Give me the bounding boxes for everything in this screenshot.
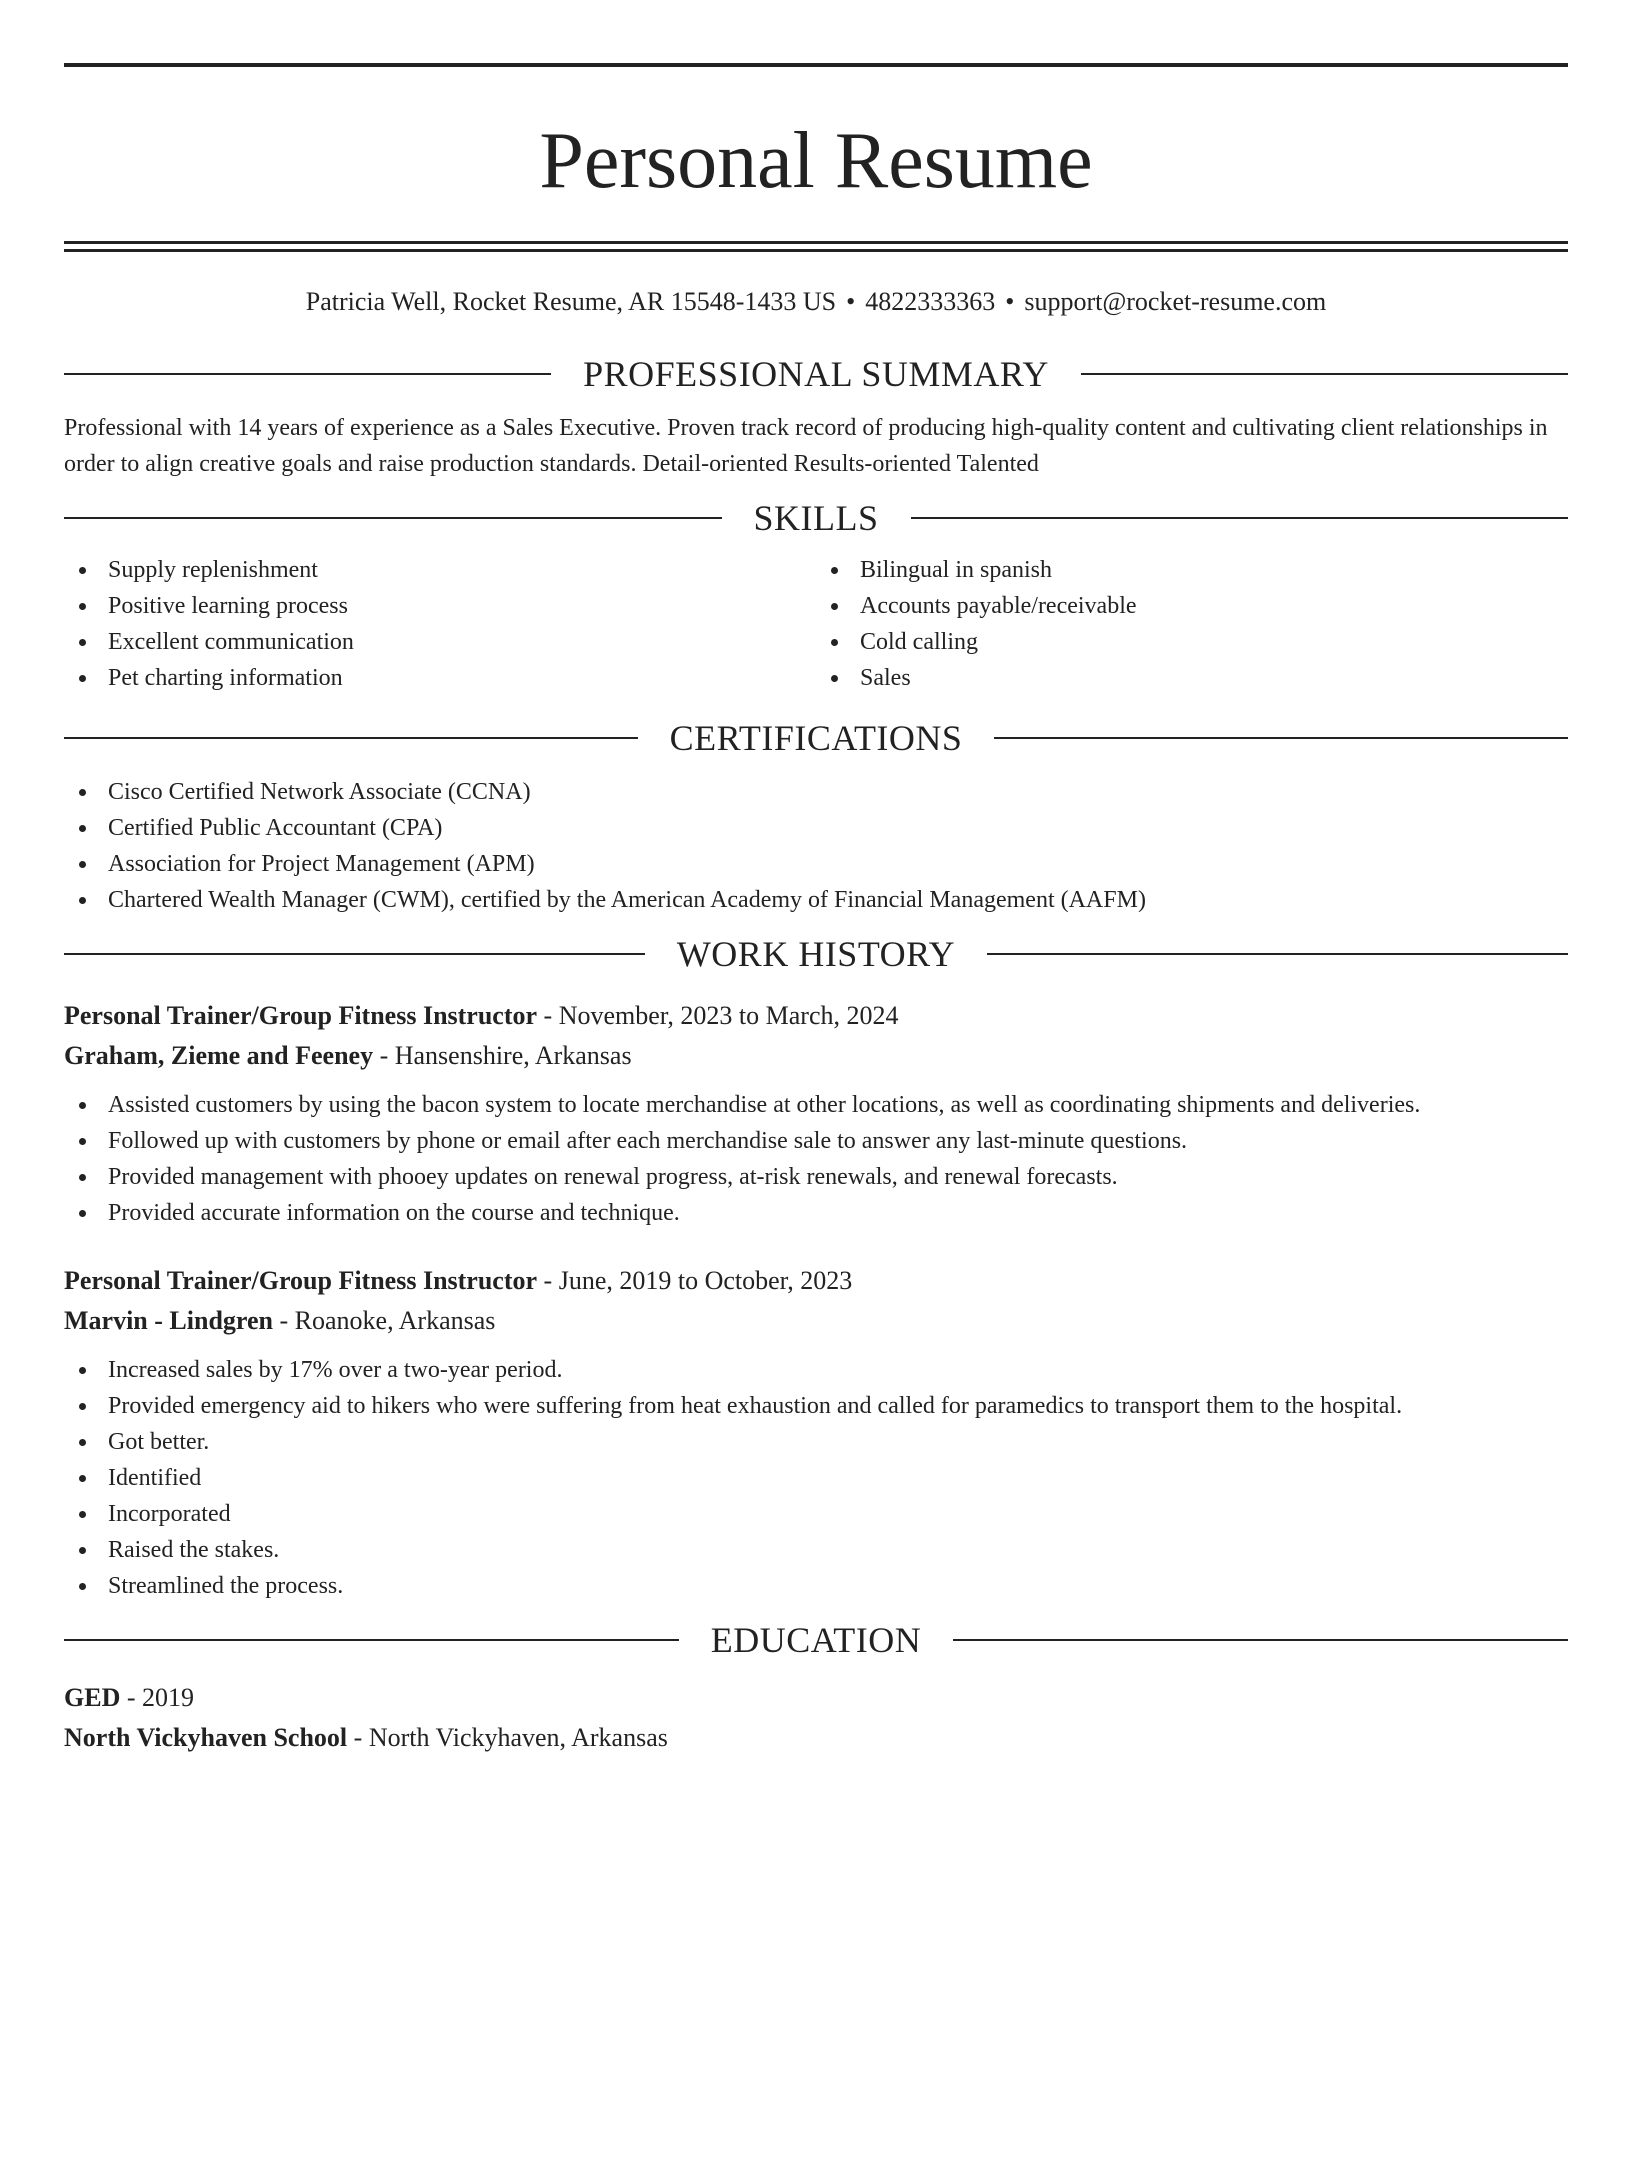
summary-text: Professional with 14 years of experience as a Sales Executive. Proven track record of producing high-quality content and cultivating client relationships in order to align creative goals and raise production standards. Detail-oriented Results-oriented Talented (64, 415, 1548, 477)
list-item: Cold calling (816, 624, 1568, 660)
section-rule (64, 373, 551, 375)
double-rule (64, 241, 1568, 252)
summary-heading: PROFESSIONAL SUMMARY (583, 354, 1049, 394)
bullet-icon (79, 1102, 86, 1109)
section-rule (994, 737, 1568, 739)
job-location: - Hansenshire, Arkansas (373, 1041, 632, 1070)
list-item: Followed up with customers by phone or email after each merchandise sale to answer any last-minute questions. (64, 1123, 1568, 1159)
bullet-icon (79, 1367, 86, 1374)
list-item: Got better. (64, 1424, 1568, 1460)
job-company: Marvin - Lindgren (64, 1306, 273, 1335)
list-item: Positive learning process (64, 588, 816, 624)
resume-page (0, 63, 1632, 2175)
bullet-icon (79, 1138, 86, 1145)
list-item: Identified (64, 1460, 1568, 1496)
job-bullets (64, 1087, 1568, 1231)
list-item: Raised the stakes. (64, 1532, 1568, 1568)
job-company-line (64, 1301, 1568, 1341)
job-company: Graham, Zieme and Feeney (64, 1041, 374, 1070)
list-item: Streamlined the process. (64, 1568, 1568, 1604)
bullet-icon (831, 675, 838, 682)
job-title: Personal Trainer/Group Fitness Instructor (64, 1001, 538, 1030)
bullet-icon (831, 567, 838, 574)
certifications-section-header (64, 716, 1568, 760)
job-dates: - June, 2019 to October, 2023 (537, 1266, 853, 1295)
job-location: - Roanoke, Arkansas (272, 1306, 496, 1335)
bullet-icon (79, 1174, 86, 1181)
section-rule (911, 517, 1569, 519)
contact-email: support@rocket-resume.com (1024, 287, 1327, 316)
work-section-header (64, 932, 1568, 976)
education-entry (64, 1678, 1568, 1758)
section-rule (64, 1639, 679, 1641)
bullet-icon (79, 1475, 86, 1482)
bullet-icon (831, 639, 838, 646)
work-heading: WORK HISTORY (676, 934, 956, 974)
education-heading: EDUCATION (710, 1620, 922, 1660)
section-rule (64, 517, 722, 519)
bullet-icon (79, 1403, 86, 1410)
certifications-list (64, 774, 1568, 918)
bullet-icon (79, 861, 86, 868)
job-dates: - November, 2023 to March, 2024 (537, 1001, 899, 1030)
bullet-icon (79, 1511, 86, 1518)
list-item: Increased sales by 17% over a two-year period. (64, 1352, 1568, 1388)
skills-grid (64, 552, 1568, 696)
list-item: Assisted customers by using the bacon system to locate merchandise at other locations, as well as coordinating shipments and deliveries. (64, 1087, 1568, 1123)
job-company-line (64, 1036, 1568, 1076)
contact-line (64, 285, 1568, 319)
bullet-icon (79, 675, 86, 682)
bullet-icon (79, 603, 86, 610)
list-item: Accounts payable/receivable (816, 588, 1568, 624)
list-item: Chartered Wealth Manager (CWM), certified by the American Academy of Financial Management (AAFM) (64, 882, 1568, 918)
list-item: Pet charting information (64, 660, 816, 696)
education-year: - 2019 (120, 1683, 195, 1712)
contact-separator: • (846, 287, 856, 316)
education-degree: GED (64, 1683, 121, 1712)
contact-phone: 4822333363 (865, 287, 996, 316)
certifications-heading: CERTIFICATIONS (669, 718, 963, 758)
list-item: Excellent communication (64, 624, 816, 660)
job-entry (64, 1261, 1568, 1604)
skills-heading: SKILLS (753, 498, 879, 538)
skills-list-left (64, 552, 816, 696)
list-item: Bilingual in spanish (816, 552, 1568, 588)
list-item: Certified Public Accountant (CPA) (64, 810, 1568, 846)
section-rule (987, 953, 1568, 955)
bullet-icon (79, 1439, 86, 1446)
job-bullets (64, 1352, 1568, 1604)
job-title-line (64, 1261, 1568, 1301)
list-item: Sales (816, 660, 1568, 696)
section-rule (1081, 373, 1568, 375)
bullet-icon (79, 1547, 86, 1554)
section-rule (953, 1639, 1568, 1641)
bullet-icon (79, 567, 86, 574)
list-item: Incorporated (64, 1496, 1568, 1532)
education-degree-line (64, 1678, 1568, 1718)
page-title: Personal Resume (539, 117, 1093, 205)
list-item: Cisco Certified Network Associate (CCNA) (64, 774, 1568, 810)
bullet-icon (79, 789, 86, 796)
bullet-icon (79, 897, 86, 904)
list-item: Provided emergency aid to hikers who were suffering from heat exhaustion and called for paramedics to transport them to the hospital. (64, 1388, 1568, 1424)
skills-list-right (816, 552, 1568, 696)
summary-section-header (64, 352, 1568, 396)
list-item: Supply replenishment (64, 552, 816, 588)
list-item: Provided management with phooey updates on renewal progress, at-risk renewals, and renewal forecasts. (64, 1159, 1568, 1195)
job-title-line (64, 996, 1568, 1036)
bullet-icon (79, 1583, 86, 1590)
education-school: North Vickyhaven School (64, 1723, 348, 1752)
bullet-icon (79, 825, 86, 832)
list-item: Provided accurate information on the course and technique. (64, 1195, 1568, 1231)
job-title: Personal Trainer/Group Fitness Instructor (64, 1266, 538, 1295)
bullet-icon (79, 639, 86, 646)
top-rule (64, 63, 1568, 67)
skills-section-header (64, 496, 1568, 540)
section-rule (64, 737, 638, 739)
contact-separator: • (1005, 287, 1015, 316)
education-location: - North Vickyhaven, Arkansas (347, 1723, 668, 1752)
contact-address: Patricia Well, Rocket Resume, AR 15548-1433 US (305, 287, 837, 316)
education-section-header (64, 1618, 1568, 1662)
bullet-icon (831, 603, 838, 610)
bullet-icon (79, 1210, 86, 1217)
education-school-line (64, 1718, 1568, 1758)
list-item: Association for Project Management (APM) (64, 846, 1568, 882)
section-rule (64, 953, 645, 955)
job-entry (64, 996, 1568, 1231)
